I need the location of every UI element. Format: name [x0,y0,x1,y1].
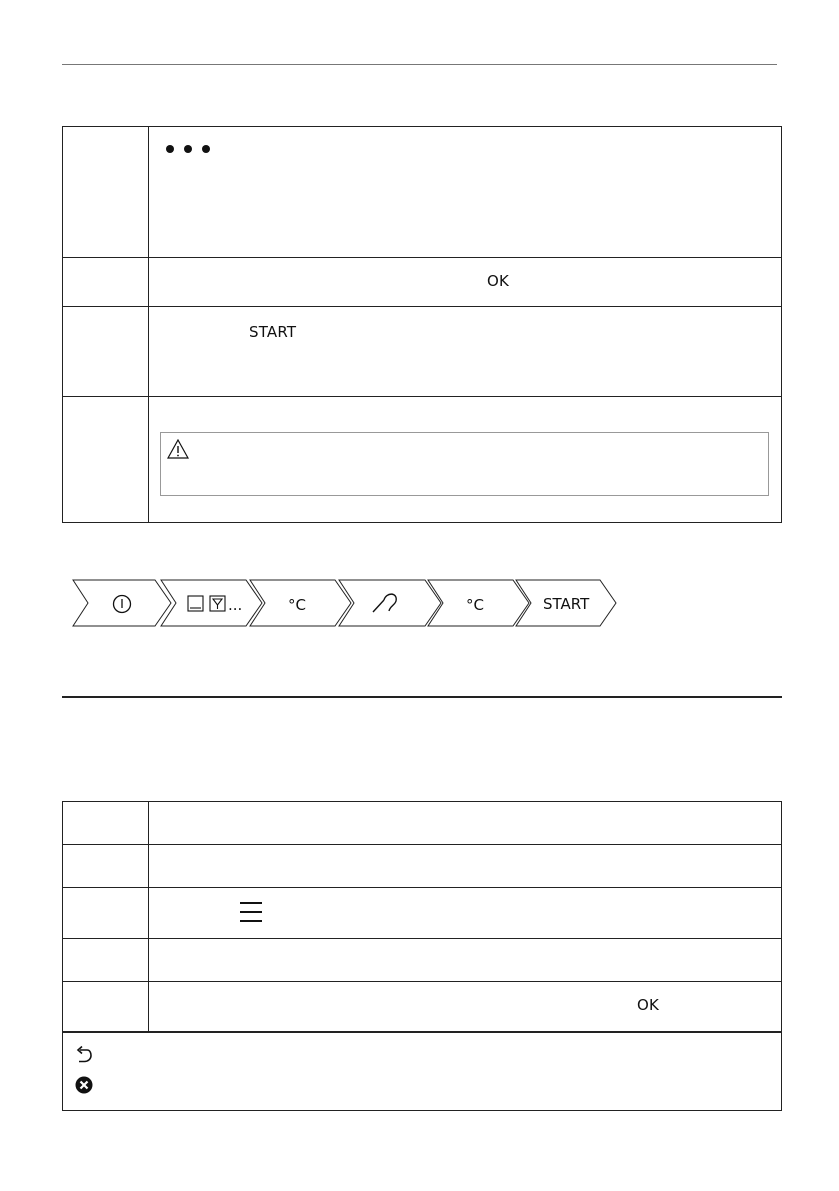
step-description-cell [149,982,782,1032]
footer-note-box [62,1031,782,1111]
table-row [63,845,782,888]
step-description-cell [149,258,782,307]
table-row [63,127,782,258]
step-number-cell [63,939,149,982]
table-row [63,982,782,1032]
section-rule [62,696,782,698]
step-number-cell [63,802,149,845]
warning-box [160,432,769,496]
step-description-cell [149,307,782,397]
temperature-label: °C [466,596,484,614]
warning-triangle-icon [167,439,189,459]
step-number-cell [63,127,149,258]
step-description-cell [149,939,782,982]
three-dots-icon [166,145,210,153]
start-step-label: START [543,595,590,613]
top-rule [62,64,777,65]
step-description-cell [149,802,782,845]
cancel-icon [75,1076,93,1094]
steps-table-bottom [62,801,782,1032]
step-number-cell [63,258,149,307]
table-row [63,397,782,523]
step-number-cell [63,888,149,939]
undo-icon [75,1045,93,1063]
table-row [63,802,782,845]
ok-label: OK [487,272,510,290]
step-number-cell [63,307,149,397]
step-number-cell [63,845,149,888]
table-row [63,888,782,939]
temperature-label: °C [288,596,306,614]
menu-icon [239,900,263,924]
table-row [63,307,782,397]
step-number-cell [63,982,149,1032]
ok-label: OK [637,996,660,1014]
steps-table-top [62,126,782,523]
table-row [63,939,782,982]
start-label: START [249,323,297,341]
operation-sequence [70,578,630,628]
ellipsis-label: ... [228,596,243,614]
step-description-cell [149,888,782,939]
step-description-cell [149,845,782,888]
sequence-step-4 [339,580,441,626]
table-row [63,258,782,307]
step-description-cell [149,397,782,523]
step-description-cell [149,127,782,258]
sequence-step-2 [161,580,262,626]
step-number-cell [63,397,149,523]
